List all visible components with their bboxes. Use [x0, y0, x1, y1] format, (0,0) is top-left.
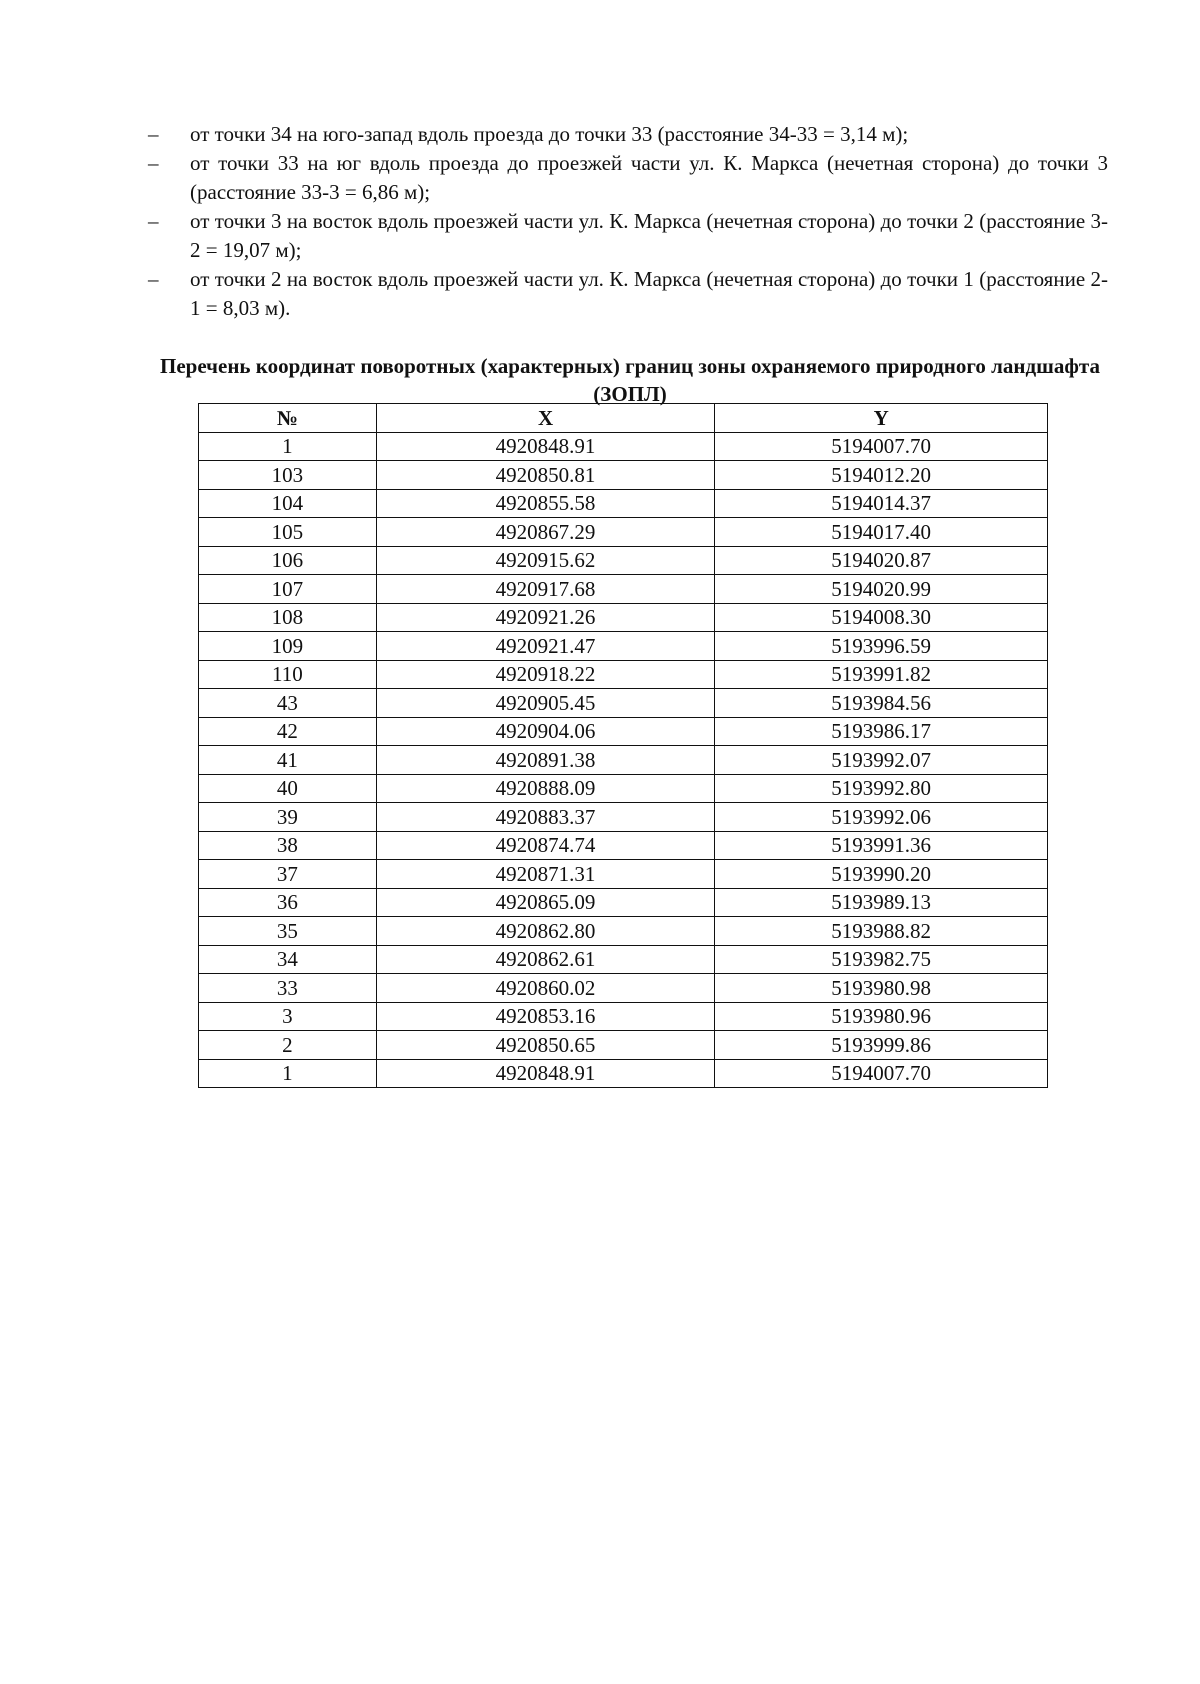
x-coordinate-cell: 4920915.62 [376, 546, 715, 575]
x-coordinate-cell: 4920862.61 [376, 945, 715, 974]
table-row [199, 632, 1048, 661]
y-coordinate-cell: 5194017.40 [715, 518, 1048, 547]
table-row [199, 831, 1048, 860]
table-row [199, 689, 1048, 718]
table-row [199, 1002, 1048, 1031]
y-coordinate-cell: 5193990.20 [715, 860, 1048, 889]
y-coordinate-cell: 5193992.07 [715, 746, 1048, 775]
point-number-cell: 42 [199, 717, 377, 746]
x-coordinate-cell: 4920891.38 [376, 746, 715, 775]
x-coordinate-cell: 4920905.45 [376, 689, 715, 718]
table-heading: Перечень координат поворотных (характерных) границ зоны охраняемого природного ландшафта (ЗОПЛ) [160, 354, 1100, 406]
route-description-list [148, 120, 1108, 323]
table-row [199, 974, 1048, 1003]
table-row [199, 461, 1048, 490]
x-coordinate-cell: 4920888.09 [376, 774, 715, 803]
x-coordinate-cell: 4920865.09 [376, 888, 715, 917]
x-coordinate-cell: 4920853.16 [376, 1002, 715, 1031]
x-coordinate-cell: 4920848.91 [376, 432, 715, 461]
table-row [199, 803, 1048, 832]
point-number-cell: 38 [199, 831, 377, 860]
header-y: Y [715, 404, 1048, 433]
x-coordinate-cell: 4920848.91 [376, 1059, 715, 1088]
table-row [199, 518, 1048, 547]
point-number-cell: 110 [199, 660, 377, 689]
y-coordinate-cell: 5194007.70 [715, 432, 1048, 461]
table-row [199, 603, 1048, 632]
y-coordinate-cell: 5193991.36 [715, 831, 1048, 860]
y-coordinate-cell: 5193986.17 [715, 717, 1048, 746]
point-number-cell: 108 [199, 603, 377, 632]
point-number-cell: 37 [199, 860, 377, 889]
table-row [199, 917, 1048, 946]
list-dash: – [148, 122, 159, 146]
y-coordinate-cell: 5194007.70 [715, 1059, 1048, 1088]
point-number-cell: 2 [199, 1031, 377, 1060]
table-row [199, 746, 1048, 775]
point-number-cell: 39 [199, 803, 377, 832]
list-dash: – [148, 151, 159, 175]
list-dash: – [148, 209, 159, 233]
y-coordinate-cell: 5193984.56 [715, 689, 1048, 718]
table-row [199, 717, 1048, 746]
x-coordinate-cell: 4920874.74 [376, 831, 715, 860]
route-segment-item [148, 207, 1108, 265]
y-coordinate-cell: 5193982.75 [715, 945, 1048, 974]
point-number-cell: 3 [199, 1002, 377, 1031]
point-number-cell: 33 [199, 974, 377, 1003]
x-coordinate-cell: 4920918.22 [376, 660, 715, 689]
point-number-cell: 103 [199, 461, 377, 490]
point-number-cell: 109 [199, 632, 377, 661]
table-row [199, 1031, 1048, 1060]
table-row [199, 860, 1048, 889]
table-row [199, 432, 1048, 461]
route-segment-text: от точки 33 на юг вдоль проезда до проезжей части ул. К. Маркса (нечетная сторона) до точки 3 (расстояние 33-3 = 6,86 м); [190, 151, 1108, 204]
table-row [199, 774, 1048, 803]
route-segment-text: от точки 2 на восток вдоль проезжей части ул. К. Маркса (нечетная сторона) до точки 1 (расстояние 2-1 = 8,03 м). [190, 267, 1108, 320]
y-coordinate-cell: 5193992.80 [715, 774, 1048, 803]
route-segment-item [148, 149, 1108, 207]
point-number-cell: 41 [199, 746, 377, 775]
table-row [199, 1059, 1048, 1088]
table-row [199, 489, 1048, 518]
header-x: X [376, 404, 715, 433]
y-coordinate-cell: 5193996.59 [715, 632, 1048, 661]
x-coordinate-cell: 4920921.47 [376, 632, 715, 661]
route-segment-item [148, 120, 1108, 149]
y-coordinate-cell: 5194020.87 [715, 546, 1048, 575]
point-number-cell: 34 [199, 945, 377, 974]
x-coordinate-cell: 4920921.26 [376, 603, 715, 632]
x-coordinate-cell: 4920855.58 [376, 489, 715, 518]
point-number-cell: 43 [199, 689, 377, 718]
x-coordinate-cell: 4920871.31 [376, 860, 715, 889]
table-row [199, 945, 1048, 974]
y-coordinate-cell: 5194020.99 [715, 575, 1048, 604]
y-coordinate-cell: 5193991.82 [715, 660, 1048, 689]
table-row [199, 888, 1048, 917]
y-coordinate-cell: 5193980.96 [715, 1002, 1048, 1031]
table-row [199, 575, 1048, 604]
header-number: № [199, 404, 377, 433]
table-row [199, 546, 1048, 575]
x-coordinate-cell: 4920862.80 [376, 917, 715, 946]
point-number-cell: 1 [199, 1059, 377, 1088]
y-coordinate-cell: 5194012.20 [715, 461, 1048, 490]
y-coordinate-cell: 5193980.98 [715, 974, 1048, 1003]
point-number-cell: 107 [199, 575, 377, 604]
route-segment-text: от точки 34 на юго-запад вдоль проезда до точки 33 (расстояние 34-33 = 3,14 м); [190, 122, 909, 146]
route-segment-text: от точки 3 на восток вдоль проезжей части ул. К. Маркса (нечетная сторона) до точки 2 (расстояние 3-2 = 19,07 м); [190, 209, 1108, 262]
point-number-cell: 104 [199, 489, 377, 518]
x-coordinate-cell: 4920860.02 [376, 974, 715, 1003]
y-coordinate-cell: 5194008.30 [715, 603, 1048, 632]
table-header-row [199, 404, 1048, 433]
list-dash: – [148, 267, 159, 291]
point-number-cell: 105 [199, 518, 377, 547]
x-coordinate-cell: 4920904.06 [376, 717, 715, 746]
point-number-cell: 35 [199, 917, 377, 946]
x-coordinate-cell: 4920850.65 [376, 1031, 715, 1060]
y-coordinate-cell: 5193989.13 [715, 888, 1048, 917]
x-coordinate-cell: 4920850.81 [376, 461, 715, 490]
table-row [199, 660, 1048, 689]
x-coordinate-cell: 4920867.29 [376, 518, 715, 547]
coordinates-table [198, 403, 1048, 1088]
point-number-cell: 36 [199, 888, 377, 917]
route-segment-item [148, 265, 1108, 323]
y-coordinate-cell: 5193992.06 [715, 803, 1048, 832]
point-number-cell: 1 [199, 432, 377, 461]
y-coordinate-cell: 5193988.82 [715, 917, 1048, 946]
point-number-cell: 40 [199, 774, 377, 803]
point-number-cell: 106 [199, 546, 377, 575]
y-coordinate-cell: 5194014.37 [715, 489, 1048, 518]
x-coordinate-cell: 4920917.68 [376, 575, 715, 604]
table-body [199, 432, 1048, 1088]
x-coordinate-cell: 4920883.37 [376, 803, 715, 832]
y-coordinate-cell: 5193999.86 [715, 1031, 1048, 1060]
